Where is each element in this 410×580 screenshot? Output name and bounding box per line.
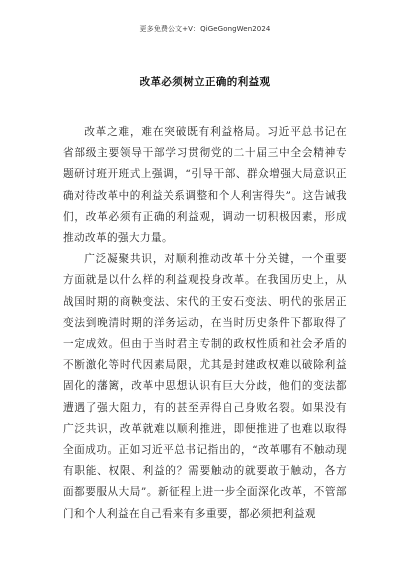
header-note: 更多免费公文+V：QiGeGongWen2024 (139, 25, 271, 33)
paragraph-2: 广泛凝聚共识，对顺利推动改革十分关键，一个重要方面就是以什么样的利益观投身改革。在我国历史上，从战国时期的商鞅变法、宋代的王安石变法、明代的张居正变法到晚清时期的洋务运动，在当时历史条件下都取得了一定成效。但由于当时君主专制的政权性质和社会矛盾的不断激化等时代因素局限，尤其是封建政权难以破除利益固化的藩篱，改革中思想认识有巨大分歧，他们的变法都遭遇了强大阻力，有的甚至弄得自己身败名裂。如果没有广泛共识，改革就难以顺利推进，即便推进了也难以取得全面成功。正如习近平总书记指出的，“改革哪有不触动现有职能、权限、利益的？需要触动的就要敢于触动，各方面都要服从大局”。新征程上进一步全面深化改革，不管部门和个人利益在自己看来有多重要，都必须把利益观 (63, 253, 347, 520)
document-body (63, 122, 347, 525)
paragraph-1: 改革之难，难在突破既有利益格局。习近平总书记在省部级主要领导干部学习贯彻党的二十届三中全会精神专题研讨班开班式上强调，“引导干部、群众增强大局意识正确对待改革中的利益关系调整和个人利害得失”。这告诫我们，改革必须有正确的利益观，调动一切积极因素，形成推动改革的强大力量。 (63, 126, 347, 245)
document-title: 改革必须树立正确的利益观 (139, 76, 271, 88)
